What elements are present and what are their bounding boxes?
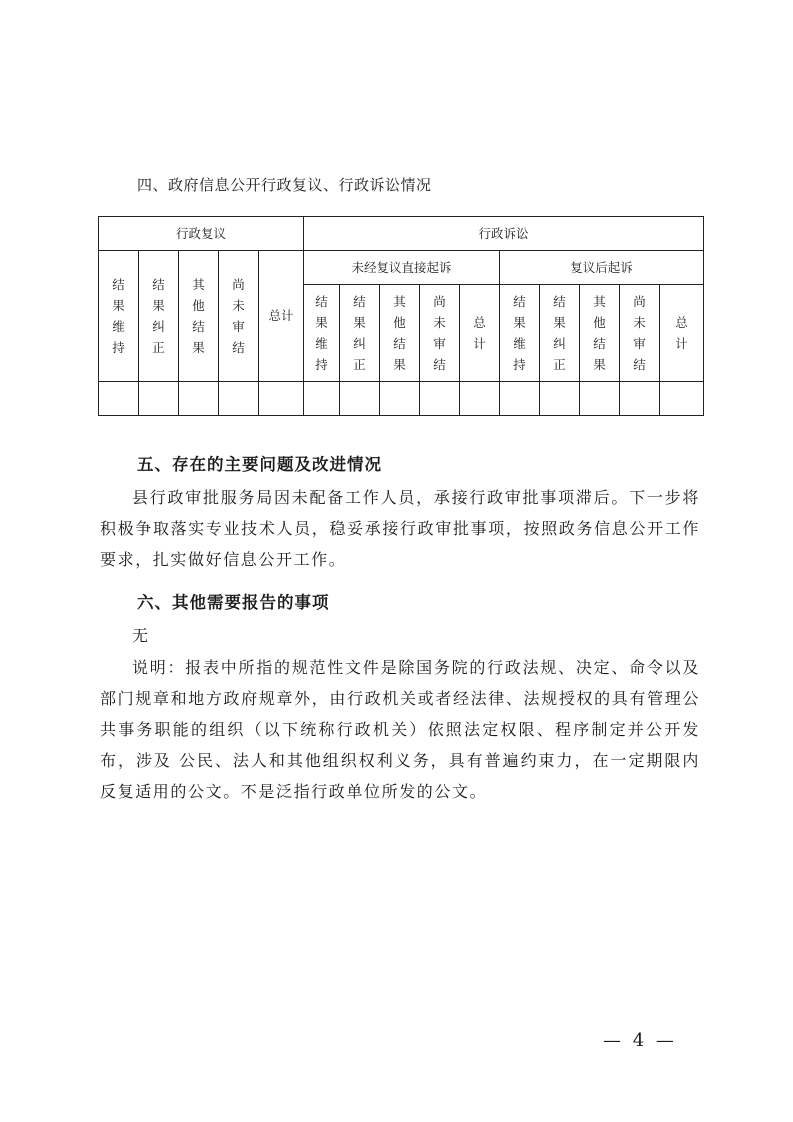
col-after-corrected: 结果纠正	[540, 285, 580, 381]
col-after-total: 总计	[660, 285, 704, 381]
col-direct-other: 其他结果	[380, 285, 420, 381]
col-direct-maintained: 结果维持	[304, 285, 340, 381]
col-review-corrected: 结果纠正	[139, 251, 179, 382]
table-cell	[460, 381, 500, 415]
table-cell	[259, 381, 304, 415]
col-direct-total: 总计	[460, 285, 500, 381]
table-cell	[620, 381, 660, 415]
table-cell	[179, 381, 219, 415]
table-cell	[340, 381, 380, 415]
section-5-body: 县行政审批服务局因未配备工作人员，承接行政审批事项滞后。下一步将积极争取落实专业技术人员，稳妥承接行政审批事项，按照政务信息公开工作要求，扎实做好信息公开工作。	[100, 488, 700, 569]
table-cell	[139, 381, 179, 415]
review-litigation-table	[98, 216, 704, 416]
table-cell	[660, 381, 704, 415]
header-direct-suit: 未经复议直接起诉	[304, 251, 500, 285]
header-after-review-suit: 复议后起诉	[500, 251, 704, 285]
table-cell	[304, 381, 340, 415]
col-review-total: 总计	[259, 251, 304, 382]
section-6-note: 说明：报表中所指的规范性文件是除国务院的行政法规、决定、命令以及部门规章和地方政府规章外，由行政机关或者经法律、法规授权的具有管理公共事务职能的组织（以下统称行政机关）依照法定权限、程序制定并公开发布，涉及 公民、法人和其他组织权利义务，具有普遍约束力，在一定期限内反复适用的公文。不是泛指行政单位所发的公文。	[100, 658, 700, 801]
table-cell	[580, 381, 620, 415]
table-cell	[380, 381, 420, 415]
header-admin-review: 行政复议	[99, 217, 304, 251]
table-cell	[99, 381, 139, 415]
section-4-heading: 四、政府信息公开行政复议、行政诉讼情况	[137, 176, 432, 194]
header-admin-litigation: 行政诉讼	[304, 217, 704, 251]
table-cell	[420, 381, 460, 415]
section-6-body: 无	[132, 626, 150, 645]
table-cell	[219, 381, 259, 415]
col-review-pending: 尚未审结	[219, 251, 259, 382]
section-5-heading: 五、存在的主要问题及改进情况	[137, 455, 382, 474]
col-review-maintained: 结果维持	[99, 251, 139, 382]
col-after-other: 其他结果	[580, 285, 620, 381]
table-cell	[540, 381, 580, 415]
section-6-heading: 六、其他需要报告的事项	[137, 593, 330, 612]
col-direct-pending: 尚未审结	[420, 285, 460, 381]
table-cell	[500, 381, 540, 415]
page-number: — 4 —	[603, 1030, 677, 1051]
col-review-other: 其他结果	[179, 251, 219, 382]
table-row	[99, 381, 704, 415]
col-after-pending: 尚未审结	[620, 285, 660, 381]
col-direct-corrected: 结果纠正	[340, 285, 380, 381]
col-after-maintained: 结果维持	[500, 285, 540, 381]
